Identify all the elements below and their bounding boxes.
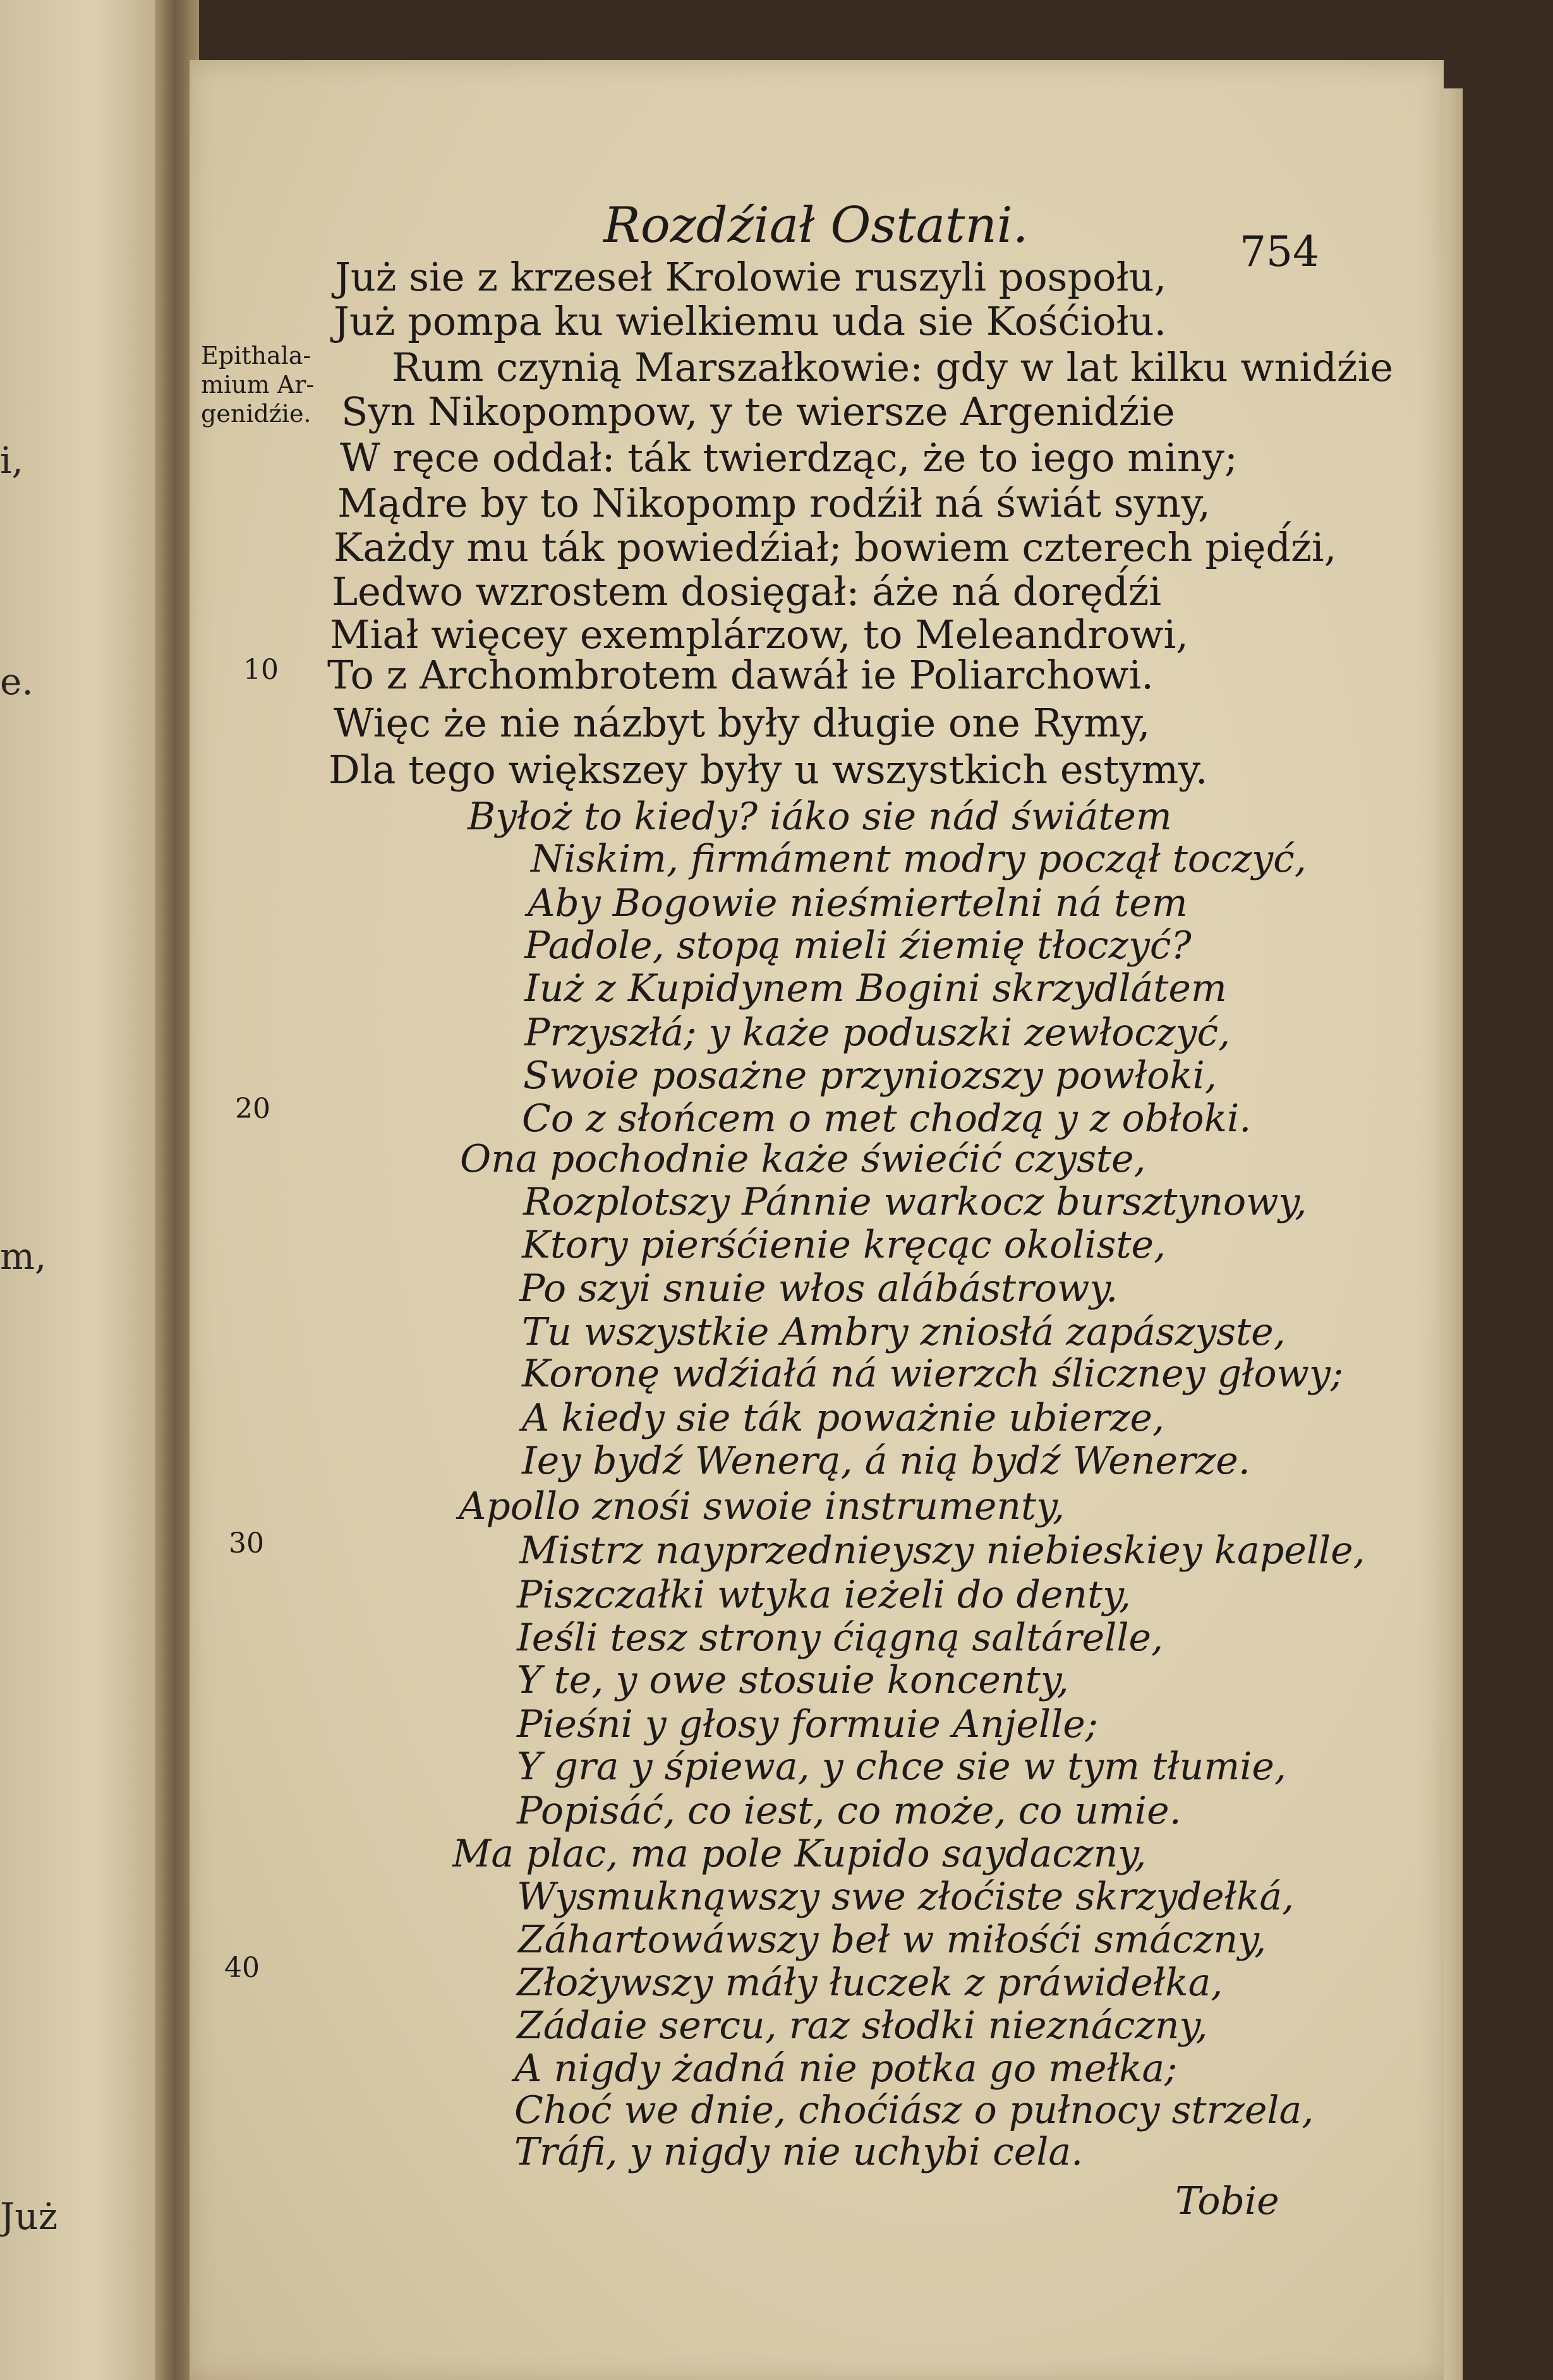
poem-line: Zádaie sercu, raz słodki nieznáczny, — [517, 2004, 1208, 2048]
poem-line: Wysmuknąwszy swe złoćiste skrzydełká, — [517, 1875, 1295, 1919]
left-page — [0, 0, 171, 2380]
poem-line: Apollo znośi swoie instrumenty, — [459, 1484, 1065, 1529]
line-number: 10 — [243, 654, 279, 686]
verse-line: W ręce oddał: ták twierdząc, że to iego miny; — [340, 435, 1238, 481]
poem-line: Y te, y owe stosuie koncenty, — [517, 1658, 1069, 1702]
catchword: Tobie — [1175, 2179, 1279, 2223]
poem-line: A nigdy żadná nie potka go mełka; — [514, 2046, 1178, 2091]
left-page-fragment: e. — [0, 660, 33, 703]
poem-line: Záhartowáwszy beł w miłośći smáczny, — [518, 1918, 1267, 1962]
poem-line: Ona pochodnie każe świećić czyste, — [460, 1137, 1146, 1181]
verse-line: Każdy mu ták powiedźiał; bowiem czterech pięd́źi, — [334, 524, 1337, 570]
left-page-fragment: Już — [0, 2195, 58, 2238]
poem-line: Tu wszystkie Ambry zniosłá zapászyste, — [522, 1310, 1286, 1354]
poem-line: Choć we dnie, choćiász o pułnocy strzela, — [514, 2088, 1314, 2132]
poem-line: Co z słońcem o met chodzą y z obłoki. — [522, 1097, 1252, 1141]
verse-line: Więc że nie názbyt były długie one Rymy, — [334, 700, 1151, 746]
verse-line: Już pompa ku wielkiemu uda sie Kośćiołu. — [334, 298, 1167, 344]
line-number: 20 — [235, 1093, 270, 1125]
verse-line: Ledwo wzrostem dosięgał: áże ná doręd́źi — [332, 568, 1162, 615]
verse-line: Już sie z krzeseł Krolowie ruszyli pospołu, — [335, 254, 1167, 300]
poem-line: Iuż z Kupidynem Bogini skrzydlátem — [524, 966, 1227, 1011]
poem-line: Pieśni y głosy formuie Anjelle; — [517, 1702, 1098, 1746]
poem-line: Po szyi snuie włos alábástrowy. — [519, 1266, 1118, 1311]
verse-line: Miał więcey exemplárzow, to Meleandrowi, — [330, 611, 1189, 658]
line-number: 40 — [224, 1952, 260, 1984]
poem-line: Swoie posażne przyniozszy powłoki, — [523, 1054, 1217, 1098]
left-page-fragment: m, — [0, 1235, 47, 1278]
page-number: 754 — [1240, 227, 1319, 276]
line-number: 30 — [229, 1527, 264, 1560]
side-note-line: Epithala- — [201, 342, 311, 370]
verse-line: Dla tego większey były u wszystkich estymy. — [329, 747, 1208, 793]
poem-line: Przyszłá; y każe poduszki zewłoczyć, — [524, 1011, 1231, 1055]
poem-line: Popisáć, co iest, co może, co umie. — [517, 1789, 1181, 1833]
poem-line: Niskim, firmáment modry począł toczyć, — [531, 837, 1307, 881]
verse-line: To z Archombrotem dawáł ie Poliarchowi. — [327, 652, 1154, 698]
poem-line: Byłoż to kiedy? iáko sie nád świátem — [468, 795, 1172, 839]
poem-line: Mistrz nayprzednieyszy niebieskiey kapelle, — [519, 1529, 1365, 1573]
side-note — [201, 341, 314, 428]
page-edge — [1444, 88, 1463, 2380]
left-page-fragment: i, — [0, 439, 23, 482]
poem-line: A kiedy sie ták poważnie ubierze, — [522, 1396, 1165, 1440]
poem-line: Złożywszy máły łuczek z práwidełka, — [517, 1961, 1223, 2005]
poem-line: Aby Bogowie nieśmiertelni ná tem — [528, 881, 1188, 925]
verse-line: Syn Nikopompow, y te wiersze Argenidźie — [341, 388, 1175, 435]
side-note-line: genidźie. — [201, 400, 311, 428]
poem-line: Koronę wdźiałá ná wierzch śliczney głowy; — [522, 1352, 1344, 1396]
poem-line: Piszczałki wtyka ieżeli do denty, — [517, 1573, 1132, 1617]
poem-line: Ma plac, ma pole Kupido saydaczny, — [452, 1832, 1147, 1876]
poem-line: Padole, stopą mieli źiemię tłoczyć? — [524, 923, 1192, 968]
poem-line: Ieśli tesz strony ćiągną saltárelle, — [517, 1616, 1164, 1660]
verse-line: Rum czynią Marszałkowie: gdy w lat kilku wnidźie — [392, 344, 1394, 390]
poem-line: Ktory pierśćienie kręcąc okoliste, — [522, 1223, 1166, 1267]
poem-line: Rozplotszy Pánnie warkocz bursztynowy, — [523, 1180, 1307, 1224]
side-note-line: mium Ar- — [201, 371, 315, 399]
verse-line: Mądre by to Nikopomp rodźił ná świát syny, — [337, 480, 1211, 526]
poem-line: Iey bydź Wenerą, á nią bydź Wenerze. — [522, 1439, 1250, 1483]
chapter-title: Rozdźiał Ostatni. — [603, 197, 1029, 254]
poem-line: Tráfi, y nigdy nie uchybi cela. — [514, 2130, 1084, 2174]
poem-line: Y gra y śpiewa, y chce sie w tym tłumie, — [517, 1745, 1286, 1789]
